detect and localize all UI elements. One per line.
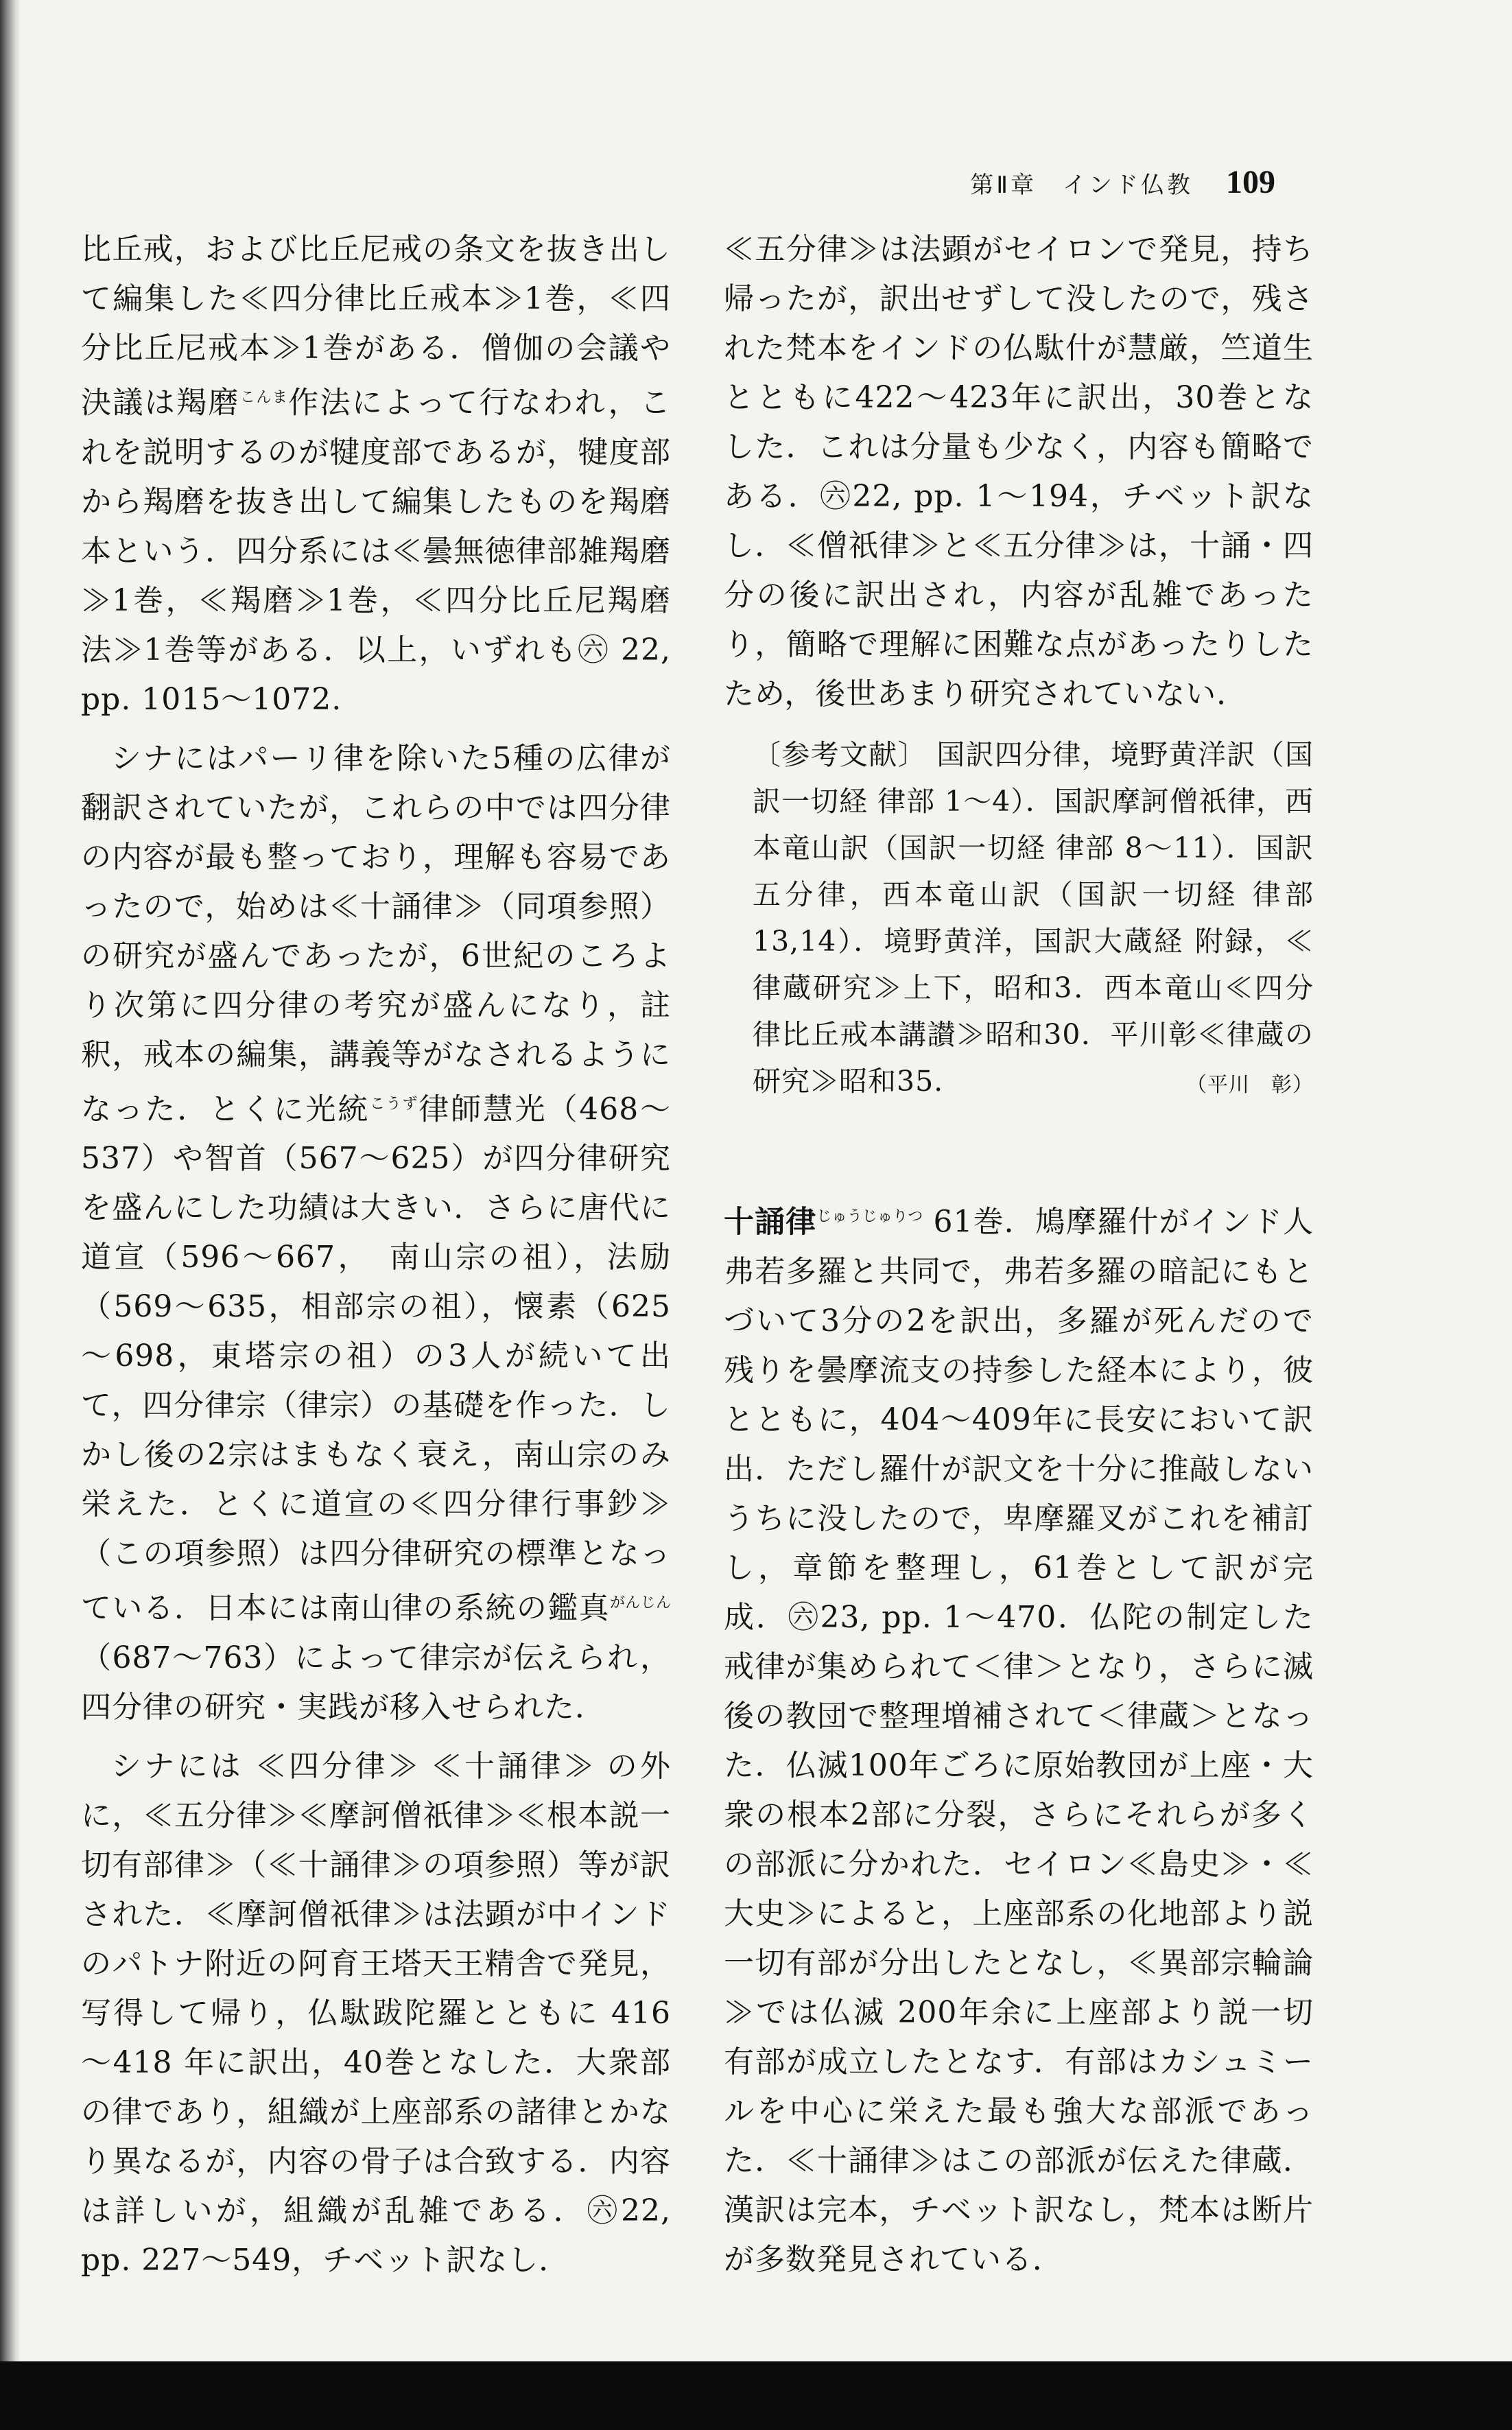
paragraph-text: （687～763）によって律宗が伝えられ，四分律の研究・実践が移入せられた．: [81, 1640, 671, 1725]
left-column: [81, 225, 671, 2285]
ruby-reading: がんじん: [609, 1594, 671, 1612]
paragraph-vinaya-texts: [81, 225, 671, 724]
book-binding-shadow: [0, 0, 21, 2430]
paragraph-china-vinaya: [81, 734, 671, 1732]
paragraph-text: 律師慧光（468～537）や智首（567～625）が四分律研究を盛んにした功績は大きい．さらに唐代に道宣（596～667， 南山宗の祖），法励（569～635，相部宗の祖），懐素（625～698，東塔宗の祖）の3人が続いて出て，四分律宗（律宗）の基礎を作った．しかし後の2宗はまもなく衰え，南山宗のみ栄えた．とくに道宣の≪四分律行事鈔≫（この項参照）は四分律研究の標準となっている．日本には南山律の系統の鑑真: [81, 1092, 671, 1626]
page-number: 109: [1226, 164, 1275, 200]
references-block: [724, 731, 1314, 1105]
paragraph-text: シナにはパーリ律を除いた5種の広律が翻訳されていたが，これらの中では四分律の内容が最も整っており，理解も容易であったので，始めは≪十誦律≫（同項参照）の研究が盛んであったが，6世紀のころより次第に四分律の考究が盛んになり，註釈，戒本の編集，講義等がなされるようになった．とくに光統: [81, 740, 671, 1127]
paragraph-other-vinayas: シナには ≪四分律≫ ≪十誦律≫ の外に，≪五分律≫≪摩訶僧祇律≫≪根本説一切有部律≫（≪十誦律≫の項参照）等が訳された．≪摩訶僧祇律≫は法顕が中インドのパトナ附近の阿育王塔天王精舎で発見，写得して帰り，仏駄跋陀羅とともに 416～418 年に訳出，40巻となした．大衆部の律であり，組織が上座部系の諸律とかなり異なるが，内容の骨子は合致する．内容は詳しいが，組織が乱雑である．㊅22, pp. 227～549，チベット訳なし．: [81, 1748, 671, 2278]
ruby-reading: こうず: [370, 1095, 419, 1113]
references-text: 〔参考文献〕 国訳四分律，境野黄洋訳（国訳一切経 律部 1～4）．国訳摩訶僧祇律，西本竜山訳（国訳一切経 律部 8～11）．国訳五分律，西本竜山訳（国訳一切経 律部 13,14）．境野黄洋，国訳大蔵経 附録，≪律蔵研究≫上下，昭和3．西本竜山≪四分律比丘戒本講讃≫昭和30．平川彰≪律蔵の研究≫昭和35.: [753, 738, 1314, 1098]
scan-bottom-edge: [0, 2361, 1512, 2430]
ruby-reading: じゅうじゅりつ: [816, 1208, 923, 1225]
entry-headword: 十誦律: [724, 1204, 817, 1240]
entry-body: 61巻．鳩摩羅什がインド人弗若多羅と共同で，弗若多羅の暗記にもとづいて3分の2を訳出，多羅が死んだので残りを曇摩流支の持参した経本により，彼とともに，404～409年に長安において訳出．ただし羅什が訳文を十分に推敲しないうちに没したので，卑摩羅叉がこれを補訂し，章節を整理し，61巻として訳が完成．㊅23, pp. 1～470．仏陀の制定した戒律が集められて＜律＞となり，さらに滅後の教団で整理増補されて＜律蔵＞となった．仏滅100年ごろに原始教団が上座・大衆の根本2部に分裂，さらにそれらが多くの部派に分かれた．セイロン≪島史≫・≪大史≫によると，上座部系の化地部より説一切有部が分出したとなし，≪異部宗輪論≫では仏滅 200年余に上座部より説一切有部が成立したとなす．有部はカシュミールを中心に栄えた最も強大な部派であった．≪十誦律≫はこの部派が伝えた律蔵．漢訳は完本，チベット訳なし，梵本は断片が多数発見されている．: [724, 1204, 1314, 2277]
entry-jujuritsu: [724, 1192, 1314, 2285]
ruby-reading: こんま: [239, 389, 289, 406]
running-title: 第Ⅱ章 インド仏教: [970, 172, 1193, 199]
paragraph-text: 作法によって行なわれ，これを説明するのが犍度部であるが，犍度部から羯磨を抜き出して編集したものを羯磨本という．四分系には≪曇無徳律部雑羯磨≫1巻，≪羯磨≫1巻，≪四分比丘尼羯磨法≫1巻等がある．以上，いずれも㊅ 22, pp. 1015～1072.: [81, 385, 671, 717]
author-signature: （平川 彰）: [1186, 1073, 1314, 1097]
page-header: [970, 163, 1275, 201]
right-column: [724, 225, 1314, 2285]
paragraph-text: 比丘戒，および比丘尼戒の条文を抜き出して編集した≪四分律比丘戒本≫1巻，≪四分比丘尼戒本≫1巻がある．僧伽の会議や決議は羯磨: [81, 232, 671, 421]
paragraph-five-part-vinaya: ≪五分律≫は法顕がセイロンで発見，持ち帰ったが，訳出せずして没したので，残された梵本をインドの仏駄什が慧厳，竺道生とともに422～423年に訳出，30巻となした．これは分量も少なく，内容も簡略である．㊅22, pp. 1～194，チベット訳なし．≪僧祇律≫と≪五分律≫は，十誦・四分の後に訳出され，内容が乱雑であったり，簡略で理解に困難な点があったりしたため，後世あまり研究されていない．: [724, 232, 1314, 711]
